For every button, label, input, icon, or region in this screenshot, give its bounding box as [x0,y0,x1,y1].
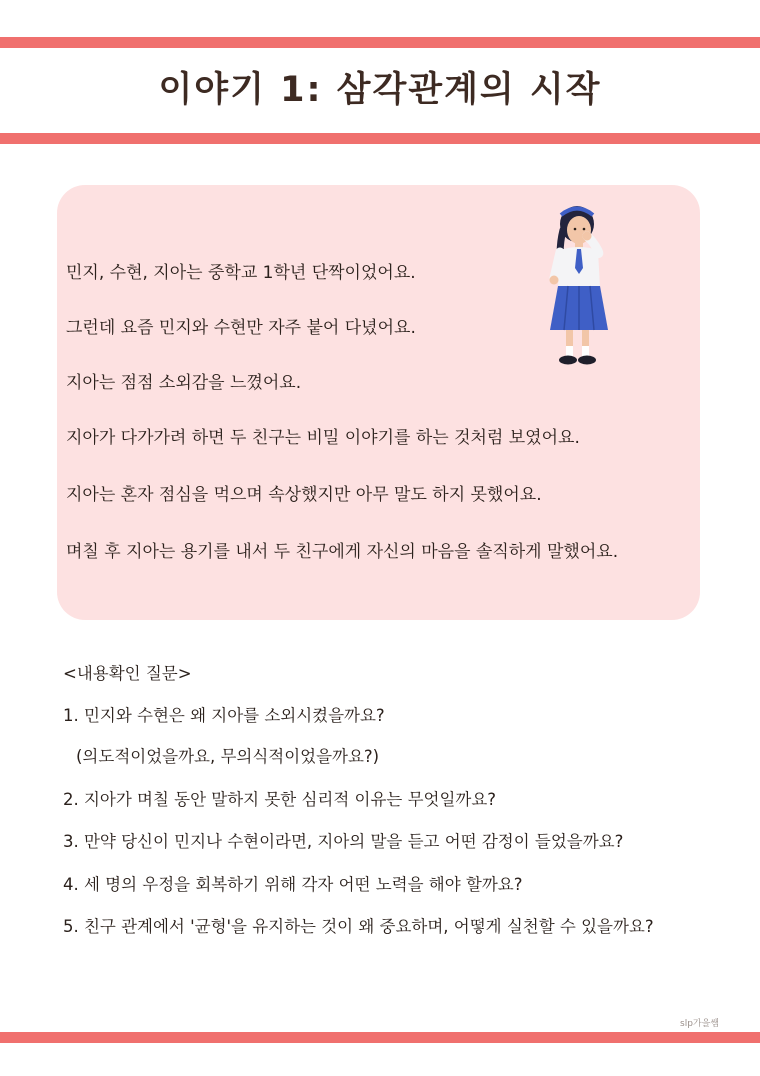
footer-credit: slp가을쌤 [680,1019,719,1029]
top-accent-bar [0,37,760,48]
question-3: 3. 만약 당신이 민지나 수현이라면, 지아의 말을 듣고 어떤 감정이 들었을까요? [63,832,624,851]
question-1-subnote: (의도적이었을까요, 무의식적이었을까요?) [76,747,380,766]
story-line: 그런데 요즘 민지와 수현만 자주 붙어 다녔어요. [66,318,416,338]
title-underline-bar [0,133,760,144]
page-title: 이야기 1: 삼각관계의 시작 [158,70,602,110]
story-line: 며칠 후 지아는 용기를 내서 두 친구에게 자신의 마음을 솔직하게 말했어요. [66,542,619,562]
story-line: 지아는 점점 소외감을 느꼈어요. [66,373,302,393]
bottom-accent-bar [0,1032,760,1043]
question-2: 2. 지아가 며칠 동안 말하지 못한 심리적 이유는 무엇일까요? [63,790,497,809]
question-5: 5. 친구 관계에서 '균형'을 유지하는 것이 왜 중요하며, 어떻게 실천할 수 있을까요? [63,917,654,936]
questions-heading: <내용확인 질문> [63,664,192,683]
story-line: 지아가 다가가려 하면 두 친구는 비밀 이야기를 하는 것처럼 보였어요. [66,428,580,448]
story-line: 민지, 수현, 지아는 중학교 1학년 단짝이었어요. [66,263,416,283]
schoolgirl-illustration [540,200,610,370]
question-1: 1. 민지와 수현은 왜 지아를 소외시켰을까요? [63,706,385,725]
story-line: 지아는 혼자 점심을 먹으며 속상했지만 아무 말도 하지 못했어요. [66,485,542,505]
question-4: 4. 세 명의 우정을 회복하기 위해 각자 어떤 노력을 해야 할까요? [63,875,523,894]
